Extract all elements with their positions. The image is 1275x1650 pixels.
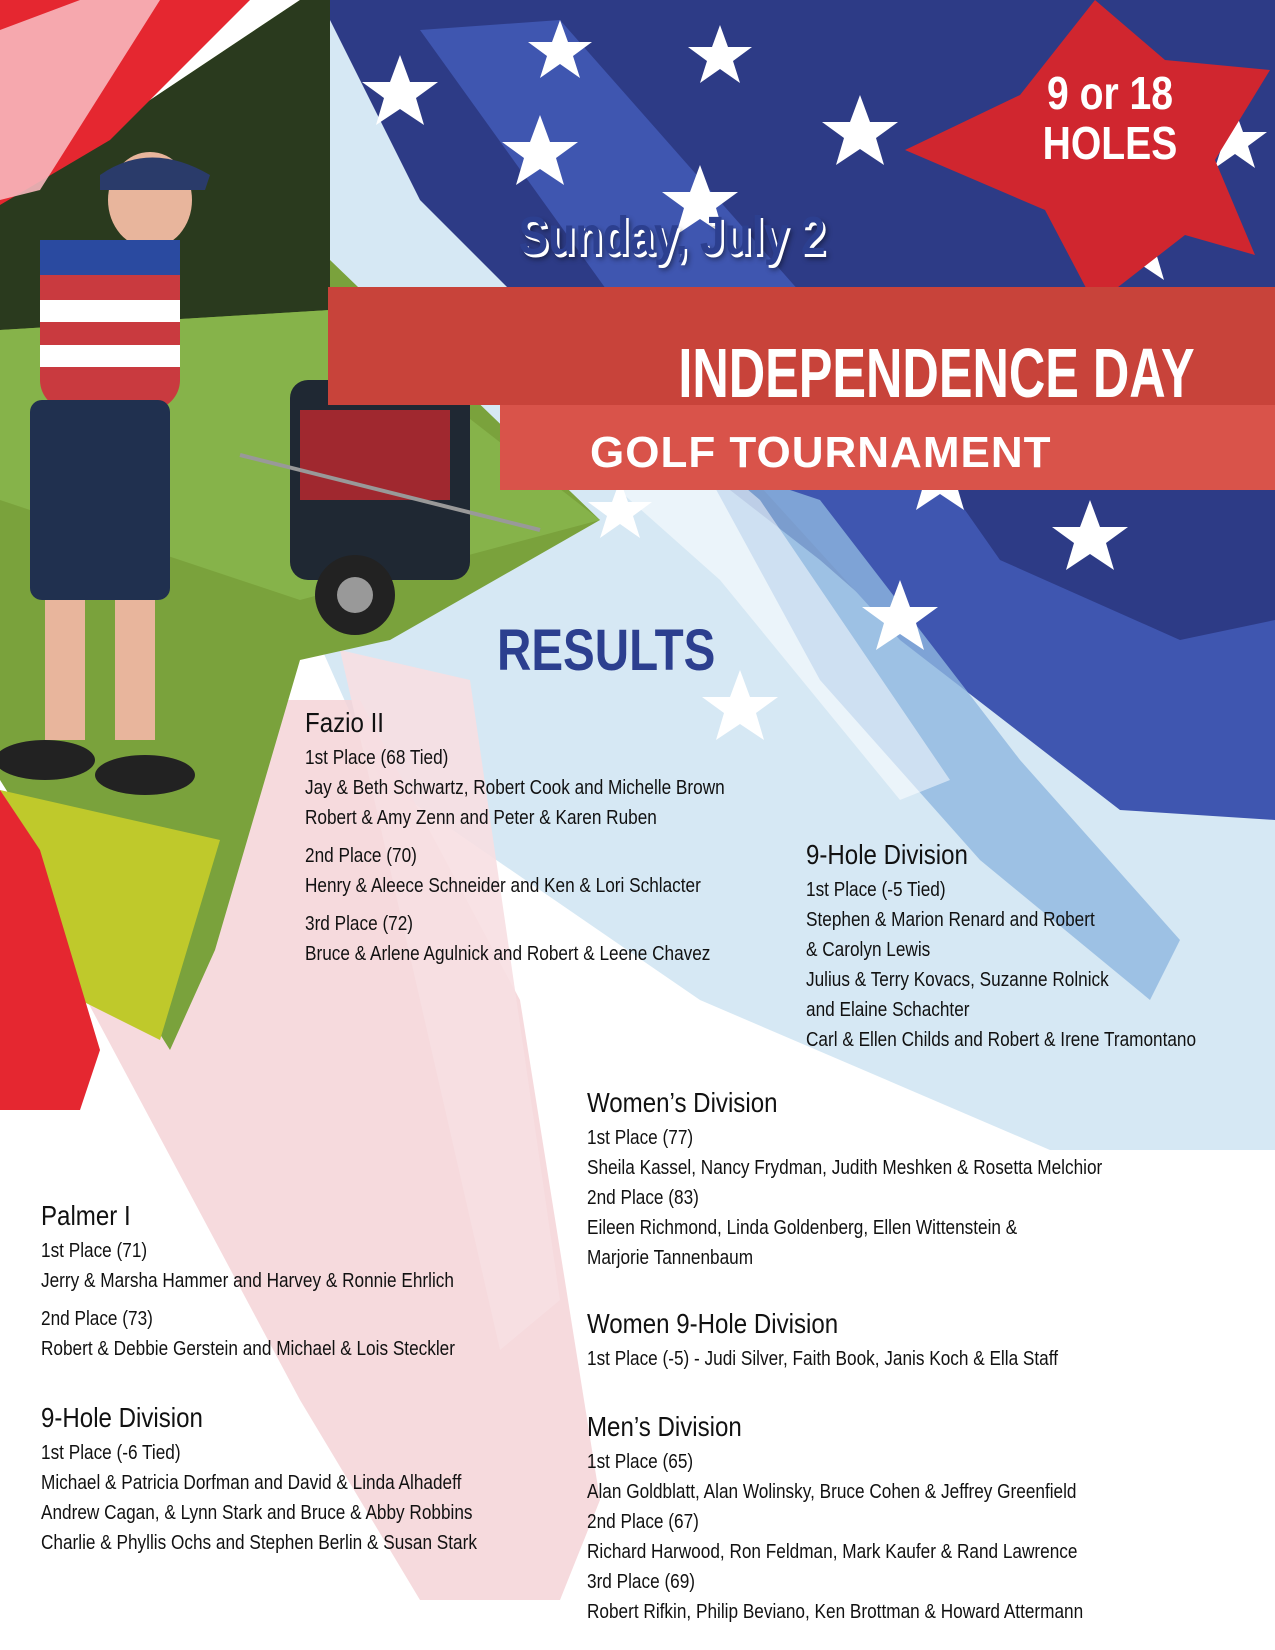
fazio-section <box>305 707 793 969</box>
holes-line-1: 9 or 18 <box>1046 67 1174 119</box>
womens-division <box>587 1087 1186 1273</box>
result-line: Marjorie Tannenbaum <box>587 1247 754 1269</box>
result-line: Bruce & Arlene Agulnick and Robert & Leene Chavez <box>305 943 711 965</box>
result-line: Michael & Patricia Dorfman and David & Linda Alhadeff <box>41 1472 462 1494</box>
result-line: 1st Place (68 Tied) <box>305 747 449 769</box>
mens-division <box>587 1411 1164 1627</box>
result-line: Stephen & Marion Renard and Robert <box>806 909 1095 931</box>
result-line: Robert & Debbie Gerstein and Michael & Lois Steckler <box>41 1338 455 1360</box>
result-line: Richard Harwood, Ron Feldman, Mark Kaufer & Rand Lawrence <box>587 1541 1078 1563</box>
result-line: Jay & Beth Schwartz, Robert Cook and Michelle Brown <box>305 777 725 799</box>
event-date: Sunday, July 2 <box>518 206 826 266</box>
section-title: Women 9-Hole Division <box>587 1308 839 1339</box>
section-title: Men’s Division <box>587 1411 742 1442</box>
result-line: 2nd Place (73) <box>41 1308 153 1330</box>
result-line: Robert & Amy Zenn and Peter & Karen Ruben <box>305 807 657 829</box>
section-title: Women’s Division <box>587 1087 778 1118</box>
result-line: Eileen Richmond, Linda Goldenberg, Ellen Wittenstein & <box>587 1217 1018 1239</box>
section-title: 9-Hole Division <box>806 839 968 870</box>
result-line: Jerry & Marsha Hammer and Harvey & Ronnie Ehrlich <box>41 1270 454 1292</box>
holes-star-text <box>1038 68 1183 168</box>
result-line: 1st Place (65) <box>587 1451 694 1473</box>
result-line: Charlie & Phyllis Ochs and Stephen Berlin & Susan Stark <box>41 1532 477 1554</box>
result-line: Sheila Kassel, Nancy Frydman, Judith Meshken & Rosetta Melchior <box>587 1157 1103 1179</box>
result-line: 3rd Place (69) <box>587 1571 696 1593</box>
result-line: 2nd Place (83) <box>587 1187 699 1209</box>
result-line: Robert Rifkin, Philip Beviano, Ken Brottman & Howard Attermann <box>587 1601 1084 1623</box>
result-line: 2nd Place (67) <box>587 1511 699 1533</box>
section-title: 9-Hole Division <box>41 1402 203 1433</box>
result-line: Carl & Ellen Childs and Robert & Irene Tramontano <box>806 1029 1197 1051</box>
result-line: Henry & Aleece Schneider and Ken & Lori Schlacter <box>305 875 701 897</box>
results-heading: RESULTS <box>496 618 716 683</box>
result-line: 1st Place (-5) - Judi Silver, Faith Book, Janis Koch & Ella Staff <box>587 1348 1058 1370</box>
section-title: Fazio II <box>305 707 384 738</box>
result-line: Julius & Terry Kovacs, Suzanne Rolnick <box>806 969 1109 991</box>
result-line: 3rd Place (72) <box>305 913 414 935</box>
nine-hole-division-left <box>41 1402 548 1558</box>
result-line: and Elaine Schachter <box>806 999 970 1021</box>
result-line: 1st Place (77) <box>587 1127 694 1149</box>
event-subtitle: GOLF TOURNAMENT <box>590 428 1052 477</box>
nine-hole-division-right <box>806 839 1260 1055</box>
result-line: 1st Place (-6 Tied) <box>41 1442 181 1464</box>
event-title: INDEPENDENCE DAY <box>678 334 1195 412</box>
result-line: & Carolyn Lewis <box>806 939 931 961</box>
result-line: 1st Place (71) <box>41 1240 148 1262</box>
palmer-section <box>41 1200 522 1364</box>
result-line: 2nd Place (70) <box>305 845 417 867</box>
women-nine-hole-division <box>587 1308 1135 1374</box>
result-line: Alan Goldblatt, Alan Wolinsky, Bruce Cohen & Jeffrey Greenfield <box>587 1481 1077 1503</box>
result-line: Andrew Cagan, & Lynn Stark and Bruce & Abby Robbins <box>41 1502 473 1524</box>
result-line: 1st Place (-5 Tied) <box>806 879 946 901</box>
holes-line-2: HOLES <box>1042 117 1178 169</box>
section-title: Palmer I <box>41 1200 131 1231</box>
